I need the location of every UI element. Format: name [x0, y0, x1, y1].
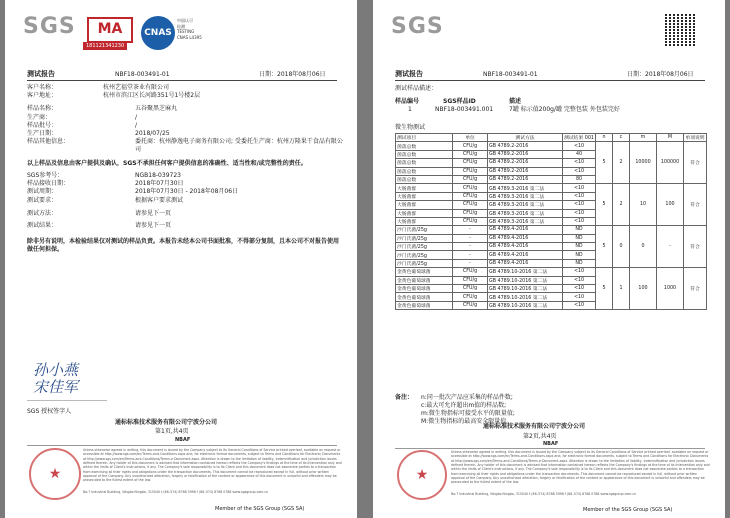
result-cell: <10 [563, 285, 596, 293]
cma-number: 181121341230 [83, 42, 127, 50]
prod-date-label: 生产日期： [27, 130, 58, 137]
result-cell: <10 [563, 268, 596, 276]
method-cell: GB 4789.10-2016 第二法 [488, 285, 563, 293]
member-label: Member of the SGS Group (SGS SA) [583, 507, 673, 513]
result-cell: <10 [563, 192, 596, 200]
method-cell: GB 4789.10-2016 第二法 [488, 301, 563, 309]
sample-head-no: 样品编号 [395, 98, 420, 105]
receive-date-value: 2018年07月30日 [135, 180, 184, 187]
test-item-cell: 沙门氏菌/25g [396, 226, 453, 234]
prod-date-value: 2018/07/25 [135, 130, 170, 137]
footer-divider [395, 448, 705, 449]
criterion-m-cell: 100 [630, 268, 657, 310]
sgs-logo: SGS [391, 14, 444, 39]
criterion-M-cell: 100 [657, 184, 684, 226]
method-cell: GB 4789.3-2016 第二法 [488, 217, 563, 225]
result-cell: ND [563, 251, 596, 259]
note-1: n:同一批次产品应采集的样品件数; [421, 394, 513, 401]
sample-head-id: SGS样品ID [443, 98, 476, 105]
sgs-logo: SGS [23, 14, 76, 39]
test-item-cell: 金黄色葡萄球菌 [396, 268, 453, 276]
company-name: 通标标准技术服务有限公司宁波分公司 [115, 419, 218, 426]
batch-value: / [135, 122, 138, 129]
unit-cell: CFU/g [453, 159, 488, 167]
test-item-cell: 金黄色葡萄球菌 [396, 293, 453, 301]
test-result-value: 请参见下一页 [135, 222, 172, 229]
report-title: 测试报告 [27, 70, 55, 78]
address-value: 杭州市滨江区长河路351号1号楼2层 [103, 92, 201, 99]
unit-cell: CFU/g [453, 217, 488, 225]
unit-cell: CFU/g [453, 285, 488, 293]
test-item-cell: 大肠菌群 [396, 184, 453, 192]
criterion-n-cell: 5 [596, 184, 613, 226]
batch-label: 样品批号： [27, 122, 58, 129]
method-cell: GB 4789.4-2016 [488, 226, 563, 234]
verdict-cell: 符合 [684, 268, 707, 310]
table-row [396, 226, 707, 234]
table-row [396, 184, 707, 192]
report-page-1 [5, 0, 357, 518]
criterion-n-cell: 5 [596, 142, 613, 184]
result-cell: ND [563, 226, 596, 234]
cma-mark: MA [87, 17, 133, 43]
result-cell: ND [563, 243, 596, 251]
result-cell: <10 [563, 276, 596, 284]
method-cell: GB 4789.10-2016 第二法 [488, 293, 563, 301]
test-requirement-value: 根据客户要求测试 [135, 197, 184, 204]
criterion-m-cell: 10000 [630, 142, 657, 184]
report-date: 日期：2018年08月06日 [259, 71, 326, 78]
unit-cell: CFU/g [453, 209, 488, 217]
unit-cell: - [453, 243, 488, 251]
result-cell: 80 [563, 175, 596, 183]
producer-label: 生产商： [27, 114, 52, 121]
page-number: 第2页,共4页 [523, 433, 557, 440]
method-cell: GB 4789.3-2016 第二法 [488, 192, 563, 200]
micro-test-table [395, 133, 707, 310]
nbaf-label: NBAF [175, 437, 191, 443]
sample-name-value: 五谷聚黑芝麻丸 [135, 105, 178, 112]
notes-label: 备注： [395, 394, 414, 401]
method-cell: GB 4789.3-2016 第二法 [488, 184, 563, 192]
note-2: c:最大可允许超出m值的样品数; [421, 402, 507, 409]
test-item-cell: 大肠菌群 [396, 192, 453, 200]
unit-cell: CFU/g [453, 167, 488, 175]
receive-date-label: 样品接收日期： [27, 180, 70, 187]
unit-cell: CFU/g [453, 142, 488, 150]
method-cell: GB 4789.2-2016 [488, 175, 563, 183]
qr-code-overlay [665, 14, 697, 46]
table-row [396, 142, 707, 150]
col-header: M [657, 134, 684, 142]
method-cell: GB 4789.4-2016 [488, 234, 563, 242]
unit-cell: CFU/g [453, 268, 488, 276]
table-row [396, 268, 707, 276]
unit-cell: CFU/g [453, 150, 488, 158]
result-cell: <10 [563, 209, 596, 217]
sgs-ref-value: NGB18-039723 [135, 172, 181, 179]
test-period-value: 2018年07月30日 - 2018年08月06日 [135, 188, 239, 195]
unit-cell: - [453, 226, 488, 234]
result-cell: ND [563, 259, 596, 267]
test-item-cell: 菌落总数 [396, 159, 453, 167]
unit-cell: CFU/g [453, 192, 488, 200]
cnas-text: 中国认可 检测 TESTING CNAS L4395 [177, 18, 202, 40]
criterion-c-cell: 0 [613, 226, 630, 268]
page-number: 第1页,共4页 [155, 428, 189, 435]
report-page-2 [373, 0, 725, 518]
producer-value: / [135, 114, 138, 121]
test-item-cell: 沙门氏菌/25g [396, 234, 453, 242]
divider [27, 80, 337, 81]
test-item-cell: 大肠菌群 [396, 217, 453, 225]
unit-cell: CFU/g [453, 175, 488, 183]
verdict-cell: 符合 [684, 226, 707, 268]
result-cell: 40 [563, 150, 596, 158]
test-item-cell: 菌落总数 [396, 142, 453, 150]
test-item-cell: 菌落总数 [396, 150, 453, 158]
table-header-row [396, 134, 707, 142]
method-cell: GB 4789.2-2016 [488, 150, 563, 158]
client-value: 杭州艺福堂茶业有限公司 [103, 84, 170, 91]
unit-cell: - [453, 251, 488, 259]
col-header: c [613, 134, 630, 142]
sample-name-label: 样品名称： [27, 105, 58, 112]
footer-divider [27, 445, 337, 446]
result-cell: <10 [563, 142, 596, 150]
other-info-value: 委托商：杭州静逸电子商务有限公司; 受委托生产商：杭州万隆果干食品有限公司 [135, 138, 343, 153]
unit-cell: CFU/g [453, 301, 488, 309]
handwritten-signature: 孙小燕 宋佳军 [33, 361, 79, 396]
criterion-m-cell: 0 [630, 226, 657, 268]
result-cell: ND [563, 234, 596, 242]
report-number: NBF18-003491-01 [115, 71, 170, 78]
terms-fine-print: Unless otherwise agreed in writing, this document is issued by the Company subject to its General Conditions of Service printed overleaf, available on request or accessible at http://www.sgs.com/en/Terms-and-Conditions.aspx and, for electronic format documents, subject to Terms and Conditions for Electronic Documents at http://www.sgs.com/en/Terms-and-Conditions/Terms-e-Document.aspx. Attention is drawn to the limitation of liability, indemnification and jurisdiction issues defined therein. Any holder of this document is advised that information contained hereon reflects the Company's findings at the time of its intervention only and within the limits of Client's instructions, if any. The Company's sole responsibility is to its Client and this document does not exonerate parties to a transaction from exercising all their rights and obligations under the transaction documents. This document cannot be reproduced except in full, without prior written approval of the Company. Any unauthorized alteration, forgery or falsification of the content or appearance of this document is unlawful and offenders may be prosecuted to the fullest extent of the law. [83, 448, 342, 483]
test-item-cell: 金黄色葡萄球菌 [396, 276, 453, 284]
criterion-n-cell: 5 [596, 268, 613, 310]
result-cell: <10 [563, 184, 596, 192]
col-header: m [630, 134, 657, 142]
test-item-cell: 菌落总数 [396, 167, 453, 175]
company-seal-icon: ★ [29, 448, 81, 500]
criterion-M-cell: - [657, 226, 684, 268]
result-cell: <10 [563, 301, 596, 309]
terms-fine-print: Unless otherwise agreed in writing, this document is issued by the Company subject to its General Conditions of Service printed overleaf, available on request or accessible at http://www.sgs.com/en/Terms-and-Conditions.aspx and, for electronic format documents, subject to Terms and Conditions for Electronic Documents at http://www.sgs.com/en/Terms-and-Conditions/Terms-e-Document.aspx. Attention is drawn to the limitation of liability, indemnification and jurisdiction issues defined therein. Any holder of this document is advised that information contained hereon reflects the Company's findings at the time of its intervention only and within the limits of Client's instructions, if any. The Company's sole responsibility is to its Client and this document does not exonerate parties to a transaction from exercising all their rights and obligations under the transaction documents. This document cannot be reproduced except in full, without prior written approval of the Company. Any unauthorized alteration, forgery or falsification of the content or appearance of this document is unlawful and offenders may be prosecuted to the fullest extent of the law. [451, 450, 710, 485]
method-cell: GB 4789.10-2016 第二法 [488, 276, 563, 284]
test-method-label: 测试方法： [27, 210, 58, 217]
sample-head-desc: 描述 [509, 98, 522, 105]
note-3: m:微生物指标可接受水平的限量值; [421, 410, 515, 417]
verdict-cell: 符合 [684, 184, 707, 226]
criterion-n-cell: 5 [596, 226, 613, 268]
test-item-cell: 金黄色葡萄球菌 [396, 301, 453, 309]
criterion-M-cell: 1000 [657, 268, 684, 310]
unit-cell: - [453, 234, 488, 242]
result-cell: <10 [563, 201, 596, 209]
method-cell: GB 4789.2-2016 [488, 159, 563, 167]
col-header: 测试方法 [488, 134, 563, 142]
cnas-logo: CNAS [141, 16, 175, 50]
test-item-cell: 金黄色葡萄球菌 [396, 285, 453, 293]
signature-line [27, 400, 107, 401]
result-cell: <10 [563, 217, 596, 225]
member-label: Member of the SGS Group (SGS SA) [215, 506, 305, 512]
criterion-c-cell: 1 [613, 268, 630, 310]
result-cell: <10 [563, 167, 596, 175]
sample-row-no: 1 [408, 106, 412, 113]
unit-cell: CFU/g [453, 276, 488, 284]
test-method-value: 请参见下一页 [135, 210, 172, 217]
method-cell: GB 4789.4-2016 [488, 251, 563, 259]
test-item-cell: 沙门氏菌/25g [396, 243, 453, 251]
office-address: No.7 Industrial Building, Ningbo Ningbo, 315040 t (86–574) 8768 3998 f (86–574) 8768 0788 www.sgsgroup.com.cn [83, 490, 269, 494]
test-item-cell: 沙门氏菌/25g [396, 251, 453, 259]
report-number: NBF18-003491-01 [483, 71, 538, 78]
report-title: 测试报告 [395, 70, 423, 78]
method-cell: GB 4789.10-2016 第二法 [488, 268, 563, 276]
verdict-cell: 符合 [684, 142, 707, 184]
method-cell: GB 4789.3-2016 第二法 [488, 201, 563, 209]
method-cell: GB 4789.2-2016 [488, 142, 563, 150]
sample-row-desc: 7罐 标示值200g/罐 完整包装 外包装完好 [509, 106, 620, 113]
test-requirement-label: 测试要求： [27, 197, 58, 204]
method-cell: GB 4789.4-2016 [488, 243, 563, 251]
col-header: n [596, 134, 613, 142]
test-item-cell: 大肠菌群 [396, 209, 453, 217]
sgs-ref-label: SGS参考号： [27, 172, 64, 179]
method-cell: GB 4789.4-2016 [488, 259, 563, 267]
result-cell: <10 [563, 159, 596, 167]
company-name: 通标标准技术服务有限公司宁波分公司 [483, 423, 586, 430]
col-header: 单位 [453, 134, 488, 142]
nbaf-label: NBAF [543, 441, 559, 447]
result-cell: <10 [563, 293, 596, 301]
method-cell: GB 4789.3-2016 第二法 [488, 209, 563, 217]
criterion-m-cell: 10 [630, 184, 657, 226]
report-date: 日期：2018年08月06日 [627, 71, 694, 78]
unit-cell: - [453, 259, 488, 267]
test-item-cell: 大肠菌群 [396, 201, 453, 209]
note-4: M:微生物指标的最高安全限量值。 [421, 418, 513, 425]
col-header: 测试结果 001 [563, 134, 596, 142]
criterion-M-cell: 100000 [657, 142, 684, 184]
unit-cell: CFU/g [453, 293, 488, 301]
office-address: No.7 Industrial Building, Ningbo Ningbo, 315040 t (86–574) 8768 3998 f (86–574) 8768 0788 www.sgsgroup.com.cn [451, 492, 637, 496]
company-seal-icon: ★ [397, 450, 447, 500]
other-info-label: 样品其他信息： [27, 138, 70, 145]
disclaimer-note: 除非另有说明，本检验结果仅对测试的样品负责。本报告未经本公司书面批准，不得部分复制，且本公司不对报告使用做任何担保。 [27, 238, 340, 253]
method-cell: GB 4789.2-2016 [488, 167, 563, 175]
test-item-cell: 沙门氏菌/25g [396, 259, 453, 267]
client-label: 客户名称： [27, 84, 58, 91]
unit-cell: CFU/g [453, 201, 488, 209]
address-label: 客户地址： [27, 92, 58, 99]
test-period-label: 测试周期： [27, 188, 58, 195]
test-item-cell: 菌落总数 [396, 175, 453, 183]
criterion-c-cell: 2 [613, 142, 630, 184]
client-info-notice: 以上样品及信息由客户提供及确认，SGS不承担任何客户提供信息的准确性、适当性和/或完整性的责任。 [27, 160, 307, 167]
divider [395, 80, 705, 81]
unit-cell: CFU/g [453, 184, 488, 192]
sample-desc-title: 测试样品描述： [395, 85, 438, 92]
col-header: 测试项目 [396, 134, 453, 142]
sample-row-id: NBF18-003491.001 [435, 106, 494, 113]
test-result-label: 测试结果： [27, 222, 58, 229]
criterion-c-cell: 2 [613, 184, 630, 226]
col-header: 单项说明 [684, 134, 707, 142]
signatory-label: SGS 授权签字人 [27, 408, 72, 415]
micro-title: 微生物测试 [395, 124, 426, 131]
